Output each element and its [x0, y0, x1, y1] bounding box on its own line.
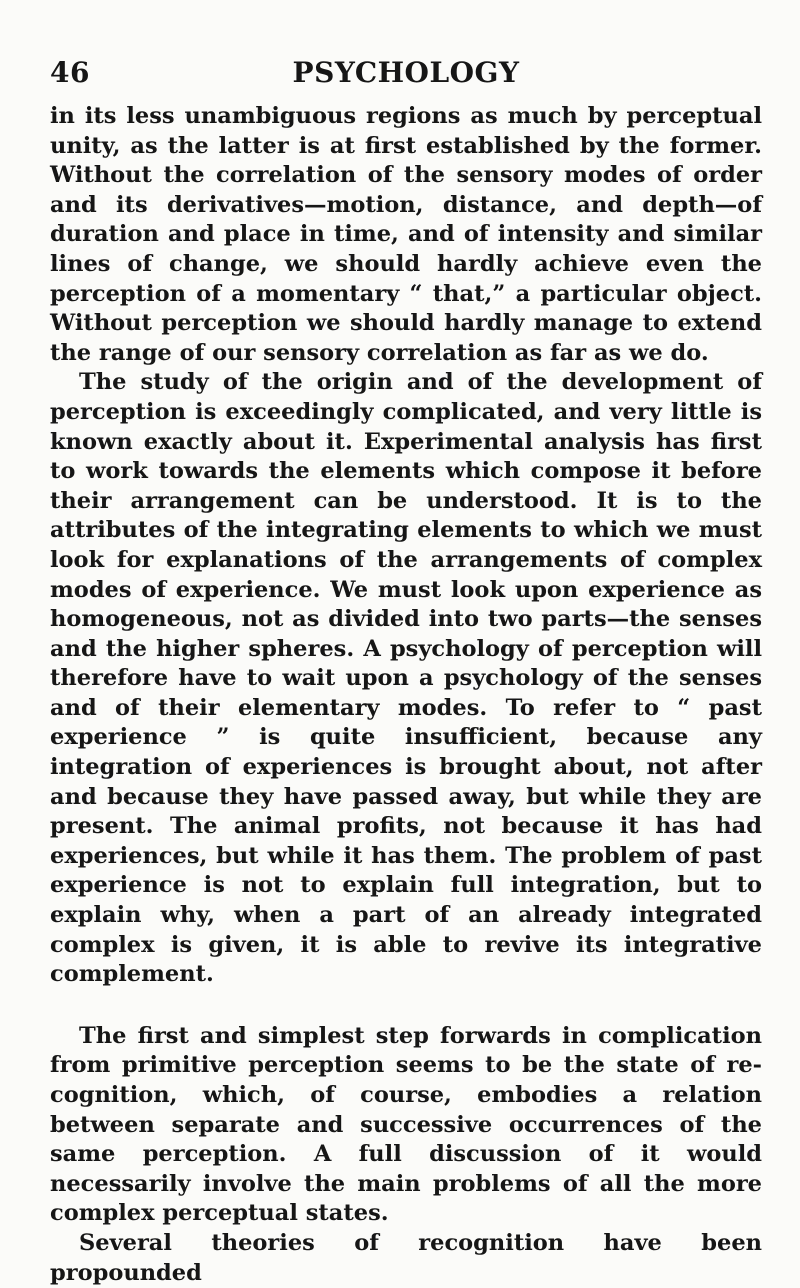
body-text — [50, 102, 762, 1288]
paragraph: The first and simplest step forwards in complication from primitive perception seems to be the state of recognition, which, of course, embodies a relation between separate and successive occurrences of the same perception. A full discussion of it would necessarily involve the main problems of all the more complex perceptual states. — [50, 1022, 762, 1227]
running-head — [50, 56, 762, 92]
page-number: 46 — [50, 56, 90, 89]
page-title: PSYCHOLOGY — [292, 56, 520, 89]
paragraph: in its less unambiguous regions as much by perceptual unity, as the latter is at first established by the former. Without the correlation of the sensory modes of order and its derivatives—motion, distance, and depth—of duration and place in time, and of intensity and similar lines of change, we should hardly achieve even the perception of a momentary “ that,” a particular object. Without perception we should hardly manage to extend the range of our sensory correlation as far as we do. — [50, 103, 762, 366]
paragraph: The study of the origin and of the development of perception is exceedingly complicated, and very little is known exactly about it. Experimental analysis has first to work towards the elements which compose it before their arrangement can be understood. It is to the attributes of the integrating elements to which we must look for explanations of the arrangements of complex modes of experience. We must look upon experience as homogeneous, not as divided into two parts—the senses and the higher spheres. A psychology of perception will therefore have to wait upon a psychology of the senses and of their elementary modes. To refer to “ past experience ” is quite insufficient, because any integration of experiences is brought about, not after and because they have passed away, but while they are present. The animal profits, not because it has had experiences, but while it has them. The problem of past experience is not to explain full integration, but to explain why, when a part of an already integrated complex is given, it is able to revive its integrative complement. — [50, 369, 762, 988]
section-break — [50, 990, 762, 1022]
book-page — [50, 56, 762, 1288]
paragraph: Several theories of recognition have been propounded — [50, 1229, 762, 1286]
